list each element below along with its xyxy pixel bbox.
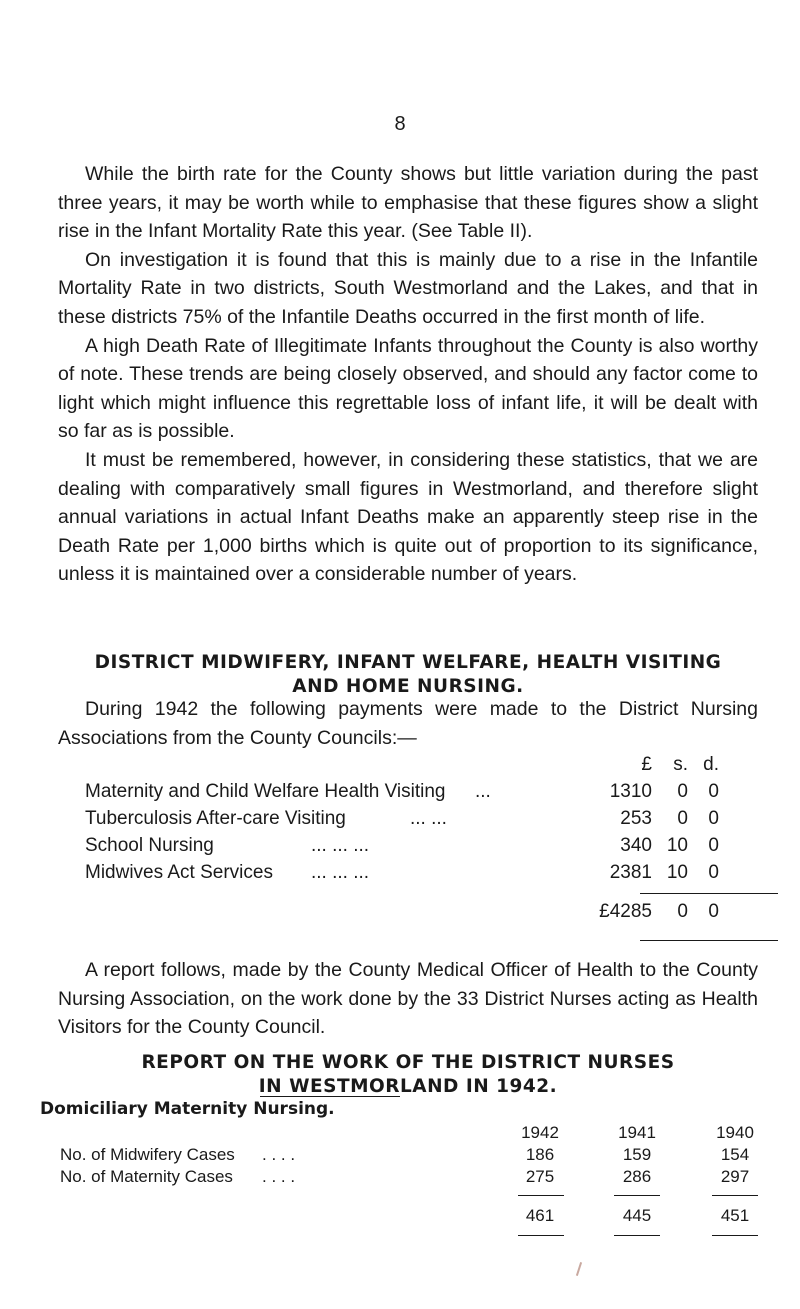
page-number: 8 [394,113,406,135]
section-heading-line2: AND HOME NURSING. [292,676,524,697]
payment-pounds: 340 [620,835,652,856]
payment-shillings: 10 [666,862,688,883]
payment-row [58,832,778,859]
column-total-rule [614,1235,660,1236]
payment-leader-dots: ... [475,781,491,802]
total-shillings: 0 [677,901,688,922]
cell-value: 286 [622,1167,652,1186]
cell-value: 275 [525,1167,555,1186]
cell-value: 154 [720,1145,750,1164]
domiciliary-title: Domiciliary Maternity Nursing. [40,1099,335,1119]
column-rule [614,1195,660,1196]
payments-total-row [58,898,778,925]
payment-label: Maternity and Child Welfare Health Visiting [85,781,446,802]
row-label: No. of Maternity Cases [60,1167,233,1186]
paragraph-investigation: On investigation it is found that this is mainly due to a rise in the Infantile Mortality Rate in two districts, South Westmorland and the Lakes, and that in these districts 75% of the Infantile Deaths occurred in the first month of life. [58,248,758,328]
payment-row [58,859,778,886]
report-heading-line2: IN WESTMORLAND IN 1942. [258,1076,558,1097]
column-rule [518,1195,564,1196]
report-paragraph: A report follows, made by the County Medical Officer of Health to the County Nursing Association, on the work done by the 33 District Nurses acting as Health Visitors for the County Council. [58,959,758,1039]
year-header: 1942 [521,1123,559,1142]
subtotal-rule [640,893,778,894]
row-leader-dots: . . . . [262,1145,296,1164]
payments-intro: During 1942 the following payments were made to the District Nursing Associations from the County Councils:— [58,698,758,749]
totals-row [0,1205,800,1227]
body-text [58,160,758,589]
domiciliary-table [0,1122,800,1188]
paragraph-birth-rate: While the birth rate for the County shows but little variation during the past three years, it may be worth while to emphasise that these figures show a slight rise in the Infant Mortality Rate this year. (See Table II). [58,163,758,243]
total-rule [640,940,778,941]
payment-pounds: 1310 [609,781,652,802]
payment-label: Midwives Act Services [85,862,273,883]
payment-pence: 0 [708,862,719,883]
total-pounds: £4285 [599,901,652,922]
pence-header: d. [703,754,719,775]
payment-leader-dots: ... ... [410,808,447,829]
payment-shillings: 10 [666,835,688,856]
year-header: 1941 [618,1123,656,1142]
report-heading [58,1051,758,1099]
table-row [0,1166,800,1188]
total-value: 445 [622,1206,652,1225]
payment-leader-dots: ... ... ... [311,835,370,856]
section-heading [58,651,758,699]
total-pence: 0 [708,901,719,922]
payment-pounds: 253 [620,808,652,829]
row-label: No. of Midwifery Cases [60,1145,235,1164]
paragraph-statistics: It must be remembered, however, in considering these statistics, that we are dealing with comparatively small figures in Westmorland, and therefore slight annual variations in actual Infant Deaths make an apparently steep rise in the Death Rate per 1,000 births which is quite out of proportion to its significance, unless it is maintained over a considerable number of years. [58,448,758,586]
payment-pence: 0 [708,835,719,856]
payment-row [58,778,778,805]
paragraph-illegitimate: A high Death Rate of Illegitimate Infants throughout the County is also worthy of note. These trends are being closely observed, and should any factor come to light which might influence this regrettable loss of infant life, it will be dealt with so far as is possible. [58,334,758,443]
payment-pence: 0 [708,808,719,829]
table-row [0,1144,800,1166]
year-header-row [0,1122,800,1144]
payment-shillings: 0 [677,781,688,802]
payments-table [58,754,778,886]
total-value: 451 [720,1206,750,1225]
report-heading-line1: REPORT ON THE WORK OF THE DISTRICT NURSES [141,1052,675,1073]
column-rule [712,1195,758,1196]
pounds-header: £ [641,754,652,775]
column-total-rule [712,1235,758,1236]
total-value: 461 [525,1206,555,1225]
payment-pounds: 2381 [609,862,652,883]
totals-row-wrapper [0,1205,800,1227]
report-paragraph-block [58,956,758,1042]
shillings-header: s. [673,754,688,775]
row-leader-dots: . . . . [262,1167,296,1186]
payments-header-row [58,751,778,778]
payment-row [58,805,778,832]
payment-label: Tuberculosis After-care Visiting [85,808,346,829]
payment-leader-dots: ... ... ... [311,862,370,883]
payments-intro-block [58,695,758,752]
payment-pence: 0 [708,781,719,802]
payment-label: School Nursing [85,835,214,856]
cell-value: 186 [525,1145,555,1164]
cell-value: 159 [622,1145,652,1164]
heading-underline [260,1096,400,1097]
section-heading-line1: DISTRICT MIDWIFERY, INFANT WELFARE, HEALTH VISITING [94,652,722,673]
payment-shillings: 0 [677,808,688,829]
paper-mark [576,1262,582,1276]
cell-value: 297 [720,1167,750,1186]
year-header: 1940 [716,1123,754,1142]
column-total-rule [518,1235,564,1236]
